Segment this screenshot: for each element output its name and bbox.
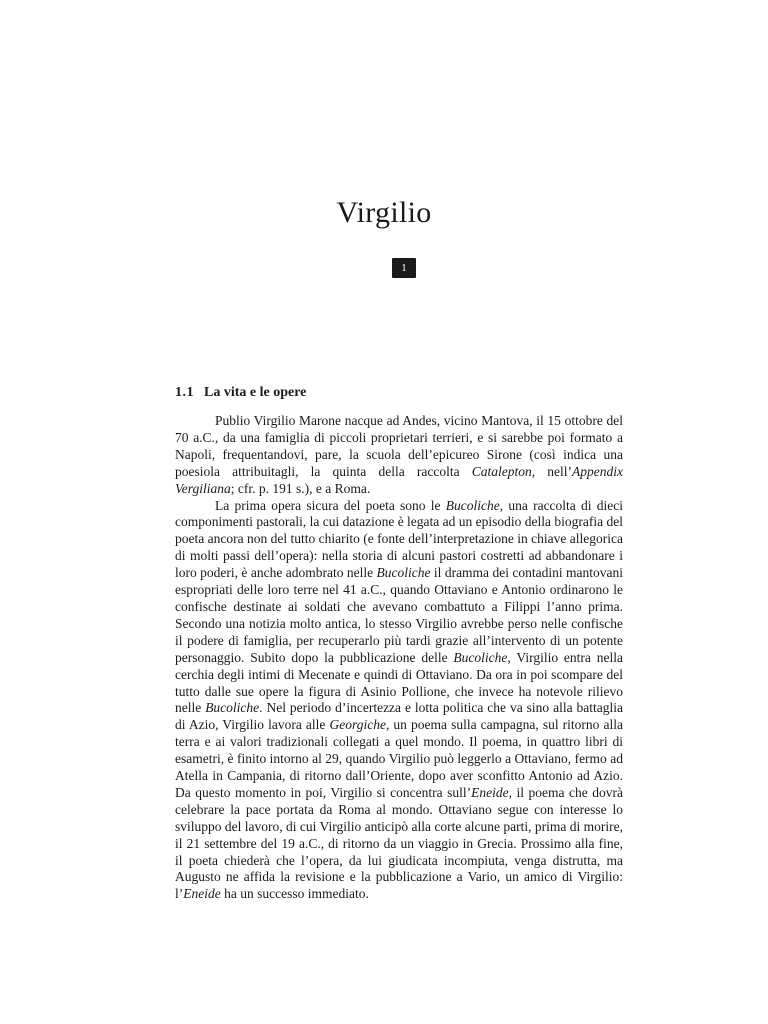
text-run: , una raccolta di dieci componimenti pastorali, la cui datazione è legata ad un episodio della biografia del poeta ancora non del tutto chiarito (e fonte dell’interpretazione in chiave allegorica di molti passi dell’opera): nella storia di alcuni pastori costretti ad abbandonare i loro poderi, è anche adombrato nelle bbox=[175, 497, 623, 581]
text-run: , un poema sulla campagna, sul ritorno alla terra e ai valori tradizionali collegati a quel mondo. Il poema, in quattro libri di esametri, è finito intorno al 29, quando Virgilio può leggerlo a Ottaviano, fermo ad Atella in Campania, di ritorno dall’Oriente, dopo aver sconfitto Antonio ad Azio. Da questo momento in poi, Virgilio si concentra sull’ bbox=[175, 717, 623, 800]
text-run: , Virgilio entra nella cerchia degli intimi di Mecenate e quindi di Ottaviano. Da ora in poi scompare del tutto dalle sue opere la figura di Asinio Pollione, che invece ha notevole rilievo nelle bbox=[175, 649, 623, 716]
text-run: ha un successo immediato. bbox=[220, 886, 369, 902]
section-heading bbox=[175, 383, 635, 403]
text-run: Publio Virgilio Marone nacque ad Andes, vicino Mantova, il 15 ottobre del 70 a.C., da una famiglia di piccoli proprietari terrieri, e si sarebbe poi formato a Napoli, frequentandovi, pare, la scuola dell’epicureo Sirone (così indica una poesiola attribuitagli, la quinta della raccolta bbox=[175, 413, 623, 479]
italic-title: Bucoliche bbox=[445, 497, 500, 513]
italic-title: Georgiche bbox=[329, 717, 386, 733]
chapter-number-badge: 1 bbox=[392, 258, 416, 278]
text-run: ; cfr. p. 191 s.), e a Roma. bbox=[230, 480, 371, 496]
body-text bbox=[175, 413, 623, 903]
section-number: 1.1 bbox=[175, 385, 194, 400]
italic-title: Bucoliche bbox=[453, 649, 508, 665]
italic-title: Bucoliche bbox=[205, 700, 260, 716]
italic-title: Catalepton bbox=[471, 463, 532, 479]
italic-title: Eneide bbox=[183, 886, 221, 902]
italic-title: Bucoliche bbox=[376, 565, 431, 581]
section-title: La vita e le opere bbox=[204, 385, 307, 400]
text-run: . Nel periodo d’incertezza e lotta politica che va sino alla battaglia di Azio, Virgilio lavora alle bbox=[175, 700, 623, 733]
paragraph-1 bbox=[175, 413, 623, 498]
chapter-title: Virgilio bbox=[336, 196, 432, 229]
text-run: , il poema che dovrà celebrare la pace portata da Roma al mondo. Ottaviano segue con interesse lo sviluppo del lavoro, di cui Virgilio anticipò alla corte alcune parti, prima di morire, il 21 settembre del 19 a.C., di ritorno da un viaggio in Grecia. Prossimo alla fine, il poeta chiederà che l’opera, da lui giudicata incompiuta, venga distrutta, ma Augusto ne affida la revisione e la pubblicazione a Vario, un amico di Virgilio: l’ bbox=[175, 784, 623, 902]
italic-title: Appendix Vergiliana bbox=[175, 463, 623, 496]
text-run: La prima opera sicura del poeta sono le bbox=[215, 497, 446, 513]
text-run: , nell’ bbox=[531, 463, 573, 479]
italic-title: Eneide bbox=[471, 784, 509, 800]
paragraph-2 bbox=[175, 498, 623, 904]
text-run: il dramma dei contadini mantovani espropriati delle loro terre nel 41 a.C., quando Ottaviano e Antonio ordinarono le confische destinate ai soldati che avevano combattuto a Filippi l’anno prima. Secondo una notizia molto antica, lo stesso Virgilio avrebbe perso nelle confische il podere di famiglia, per recuperarlo più tardi grazie all’intervento di un potente personaggio. Subito dopo la pubblicazione delle bbox=[175, 565, 623, 665]
